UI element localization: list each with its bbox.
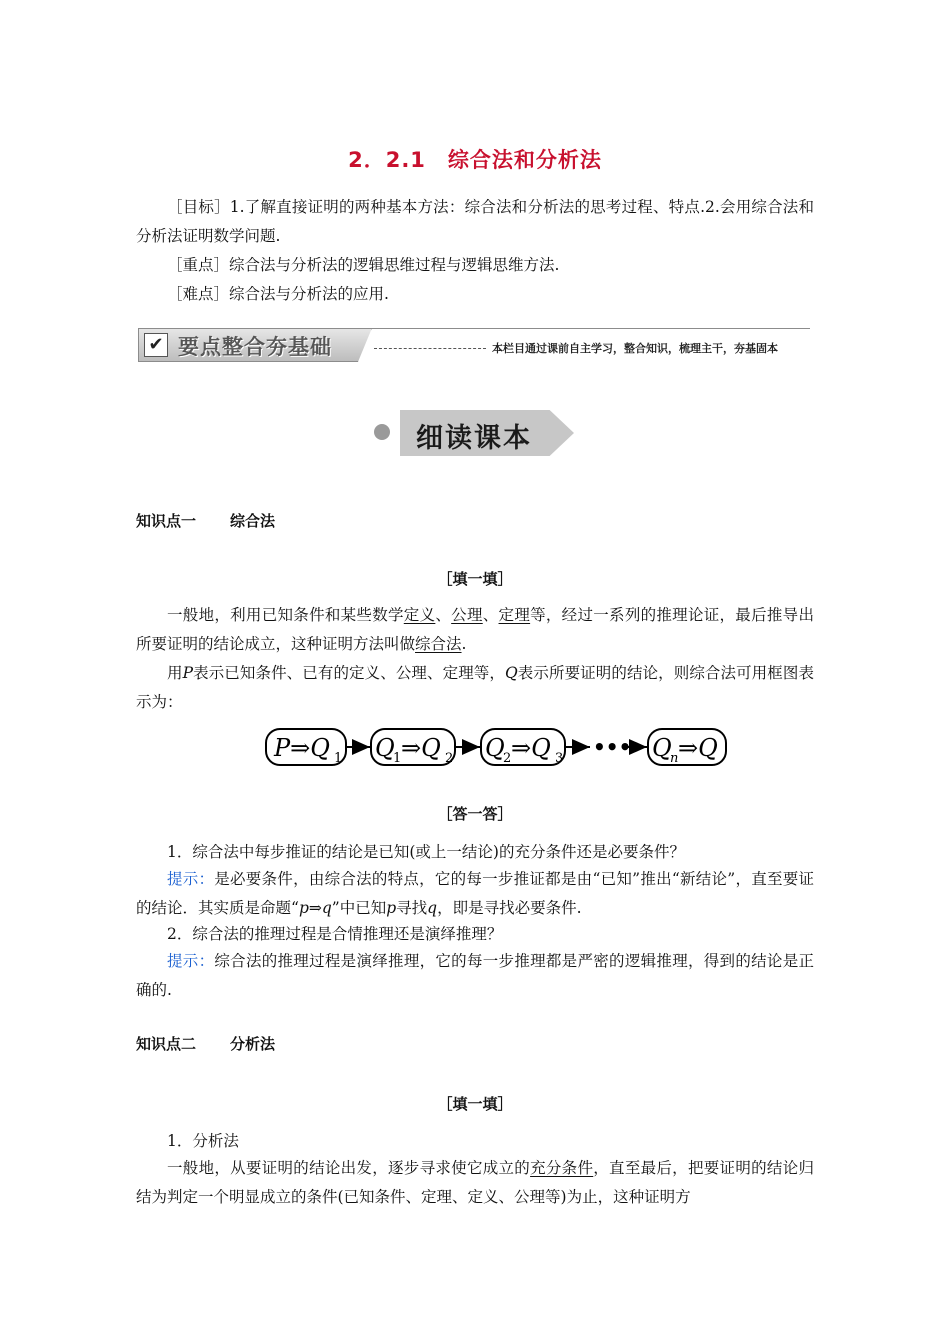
- blank-theorem: 定理: [498, 606, 531, 624]
- banner-description: 本栏目通过课前自主学习，整合知识，梳理主干，夯基固本: [492, 342, 778, 355]
- badge-label: 细读课本: [416, 423, 532, 454]
- svg-text:2: 2: [503, 751, 512, 766]
- kp2-name: 分析法: [230, 1035, 276, 1053]
- knowledge-point-1-heading: [136, 510, 275, 531]
- difficulty-text: ［难点］综合法与分析法的应用.: [167, 285, 389, 303]
- kp1-answer-2: 提示：综合法的推理过程是演绎推理，它的每一步推理都是严密的逻辑推理，得到的结论是正确的.: [136, 952, 814, 999]
- blank-synthetic-method: 综合法: [415, 635, 462, 653]
- kp2-item-1: 1．分析法: [167, 1132, 239, 1150]
- svg-text:⇒Q: ⇒Q: [678, 734, 718, 762]
- checkmark-icon: ✔: [144, 333, 168, 357]
- svg-text:Q: Q: [652, 734, 672, 762]
- kp1-definition-paragraph: 一般地，利用已知条件和某些数学定义、公理、定理等，经过一系列的推理论证，最后推导出所要证明的结论成立，这种证明方法叫做综合法.: [136, 606, 814, 653]
- flow-ellipsis: •••: [593, 735, 632, 759]
- kp1-answer-1: 提示：是必要条件，由综合法的特点，它的每一步推证都是由“已知”推出“新结论”，直至要证的结论．其实质是命题“p⇒q”中已知p寻找q，即是寻找必要条件.: [136, 870, 814, 917]
- kp1-question-2: 2．综合法的推理过程是合情推理还是演绎推理？: [167, 925, 503, 943]
- key-point-text: ［重点］综合法与分析法的逻辑思维过程与逻辑思维方法.: [167, 256, 560, 274]
- read-textbook-badge: [374, 410, 578, 456]
- section-banner: [138, 328, 810, 362]
- blank-definition: 定义: [403, 606, 436, 624]
- kp2-label: 知识点二: [136, 1035, 197, 1053]
- flow-box-1: [266, 729, 346, 766]
- svg-text:1: 1: [393, 751, 402, 766]
- svg-text:⇒Q: ⇒Q: [511, 734, 551, 762]
- svg-text:Q: Q: [485, 734, 505, 762]
- kp1-flowchart-intro: 用P表示已知条件、已有的定义、公理、定理等，Q表示所要证明的结论，则综合法可用框图表示为：: [136, 664, 814, 711]
- goal-paragraph: [136, 193, 814, 309]
- svg-text:Q: Q: [375, 734, 395, 762]
- badge-dot-icon: [374, 424, 390, 440]
- flow-box-4: [648, 729, 726, 766]
- goal-text: ［目标］1.了解直接证明的两种基本方法：综合法和分析法的思考过程、特点.2.会用综合法和分析法证明数学问题.: [136, 198, 814, 245]
- flow-box-3: [481, 729, 565, 766]
- kp1-question-1: 1．综合法中每步推证的结论是已知(或上一结论)的充分条件还是必要条件？: [167, 843, 685, 861]
- svg-text:P⇒Q: P⇒Q: [274, 734, 330, 762]
- page-title: 2．2.1 综合法和分析法: [348, 148, 602, 172]
- kp1-fill-heading: ［填一填］: [437, 570, 513, 588]
- flow-box-2: [371, 729, 455, 766]
- banner-dashed-line: [374, 348, 486, 349]
- hint-label: 提示：: [167, 870, 215, 888]
- svg-text:3: 3: [555, 751, 564, 766]
- kp2-fill-heading: ［填一填］: [437, 1095, 513, 1113]
- banner-label: 要点整合夯基础: [178, 335, 332, 359]
- svg-text:⇒Q: ⇒Q: [401, 734, 441, 762]
- svg-text:1: 1: [334, 751, 343, 766]
- kp1-answer-heading: ［答一答］: [437, 805, 513, 823]
- kp1-name: 综合法: [230, 512, 276, 530]
- kp1-label: 知识点一: [136, 512, 197, 530]
- blank-axiom: 公理: [451, 606, 483, 624]
- knowledge-point-2-heading: [136, 1033, 275, 1054]
- kp2-definition-paragraph: 一般地，从要证明的结论出发，逐步寻求使它成立的充分条件，直至最后，把要证明的结论归结为判定一个明显成立的条件(已知条件、定理、定义、公理等)为止，这种证明方: [136, 1159, 814, 1206]
- synthetic-method-flowchart: [262, 723, 732, 771]
- blank-sufficient-condition: 充分条件: [530, 1159, 594, 1177]
- hint-label: 提示：: [167, 952, 215, 970]
- svg-text:n: n: [670, 751, 679, 766]
- svg-text:2: 2: [445, 751, 454, 766]
